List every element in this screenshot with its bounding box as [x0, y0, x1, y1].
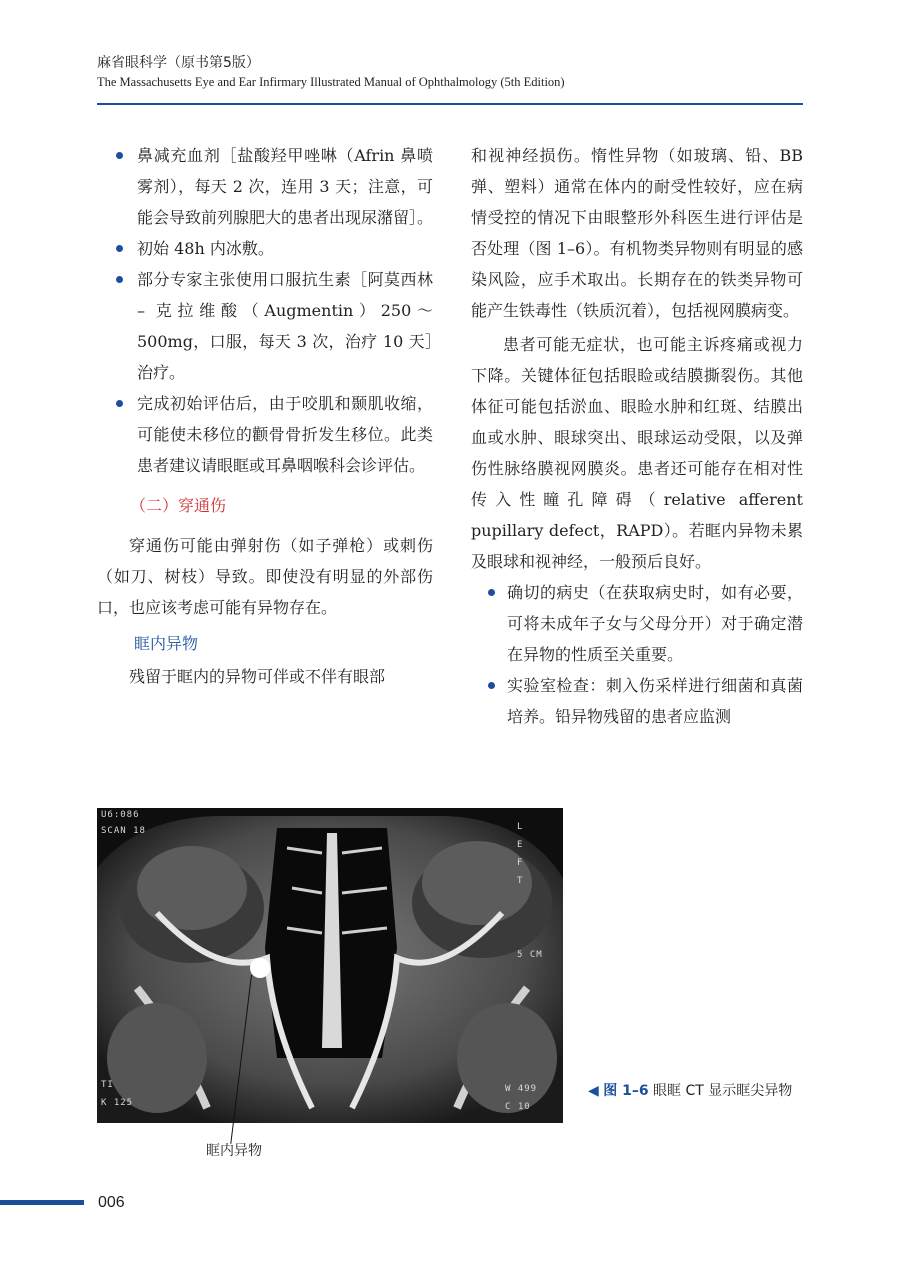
subsection-heading: 眶内异物	[134, 634, 199, 653]
running-header	[97, 54, 803, 91]
bullet-dot-icon	[488, 682, 495, 689]
bullet-dot-icon	[116, 245, 123, 252]
bullet-item	[471, 577, 803, 670]
ct-overlay-text: L E F T	[517, 822, 524, 886]
ct-scan-drawing	[97, 808, 563, 1123]
bullet-text: 初始 48h 内冰敷。	[137, 239, 274, 258]
ct-overlay-text: 5 CM	[517, 950, 543, 960]
bullet-item	[97, 140, 433, 233]
header-title-cn: 麻省眼科学（原书第5版）	[97, 55, 260, 71]
bullet-dot-icon	[488, 589, 495, 596]
bullet-text: 鼻减充血剂［盐酸羟甲唑啉（Afrin 鼻喷雾剂），每天 2 次，连用 3 天；注意，可能会导致前列腺肥大的患者出现尿潴留］。	[137, 146, 434, 227]
bullet-text: 完成初始评估后，由于咬肌和颞肌收缩，可能使未移位的颧骨骨折发生移位。此类患者建议请眼眶或耳鼻咽喉科会诊评估。	[137, 394, 433, 475]
caption-triangle-icon: ◀	[588, 1083, 599, 1099]
body-paragraph: 和视神经损伤。惰性异物（如玻璃、铅、BB 弹、塑料）通常在体内的耐受性较好，应在病情受控的情况下由眼整形外科医生进行评估是否处理（图 1–6）。有机物类异物则有明显的感染风险，应手术取出。长期存在的铁类异物可能产生铁毒性（铁质沉着），包括视网膜病变。	[471, 146, 803, 320]
bullet-text: 部分专家主张使用口服抗生素［阿莫西林 – 克拉维酸（Augmentin）250～500mg，口服，每天 3 次，治疗 10 天］治疗。	[137, 270, 433, 382]
header-rule	[97, 103, 803, 105]
page-number: 006	[98, 1194, 125, 1211]
figure-caption	[588, 1080, 808, 1102]
ct-overlay-text: W 499	[505, 1084, 538, 1094]
ct-scan-image	[97, 808, 563, 1123]
caption-text: 眼眶 CT 显示眶尖异物	[653, 1083, 793, 1099]
caption-id: 图 1–6	[603, 1083, 649, 1099]
ct-overlay-text: U6:086	[101, 810, 140, 820]
bullet-item	[471, 670, 803, 732]
section-paragraph: 穿通伤可能由弹射伤（如子弹枪）或刺伤（如刀、树枝）导致。即使没有明显的外部伤口，也应该考虑可能有异物存在。	[97, 536, 433, 617]
pointer-label: 眶内异物	[206, 1143, 262, 1159]
bullet-dot-icon	[116, 152, 123, 159]
ct-overlay-text: TI	[101, 1080, 114, 1090]
body-paragraph: 患者可能无症状，也可能主诉疼痛或视力下降。关键体征包括眼睑或结膜撕裂伤。其他体征可能包括淤血、眼睑水肿和红斑、结膜出血或水肿、眼球突出、眼球运动受限，以及弹伤性脉络膜视网膜炎。患者还可能存在相对性传入性瞳孔障碍（relative afferent pupillary defect，RAPD）。若眶内异物未累及眼球和视神经，一般预后良好。	[471, 335, 803, 571]
bullet-item	[97, 388, 433, 481]
bullet-dot-icon	[116, 400, 123, 407]
bullet-item	[97, 264, 433, 388]
bullet-text: 确切的病史（在获取病史时，如有必要，可将未成年子女与父母分开）对于确定潜在异物的性质至关重要。	[507, 583, 803, 664]
bullet-dot-icon	[116, 276, 123, 283]
bullet-text: 实验室检查：刺入伤采样进行细菌和真菌培养。铅异物残留的患者应监测	[507, 676, 803, 726]
right-column	[471, 140, 803, 732]
left-column	[97, 140, 433, 692]
header-title-en: The Massachusetts Eye and Ear Infirmary Illustrated Manual of Ophthalmology (5th Edition)	[97, 75, 565, 89]
footer-bar	[0, 1200, 84, 1205]
ct-overlay-text: C 10	[505, 1102, 531, 1112]
ct-overlay-text: K 125	[101, 1098, 134, 1108]
subsection-paragraph: 残留于眶内的异物可伴或不伴有眼部	[129, 667, 386, 686]
ct-overlay-text: SCAN 18	[101, 826, 146, 836]
foreign-body-marker	[250, 958, 270, 978]
bullet-item	[97, 233, 433, 264]
section-heading: （二）穿通伤	[130, 496, 227, 515]
